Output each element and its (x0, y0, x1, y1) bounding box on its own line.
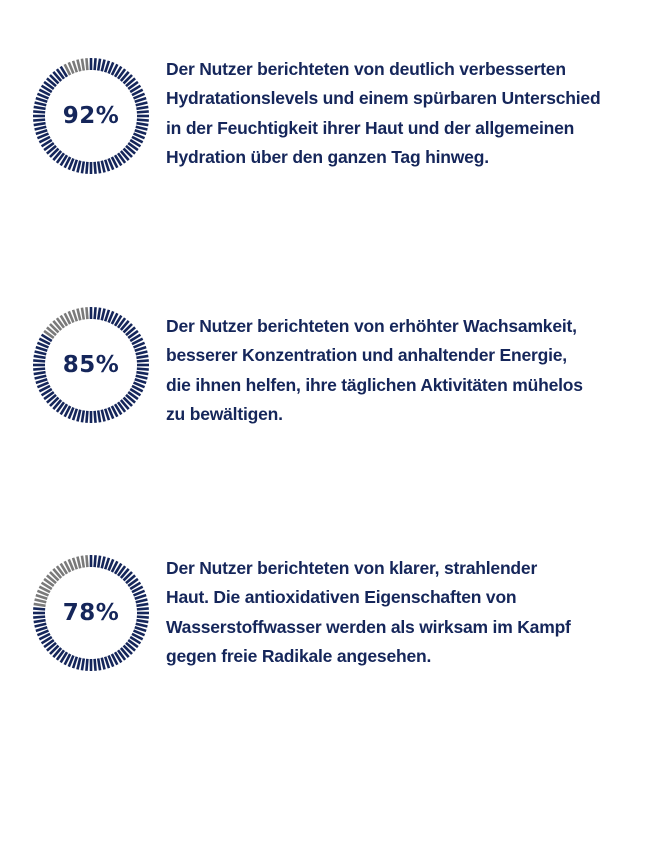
percentage-label: 92% (62, 103, 120, 129)
stat-description: Der Nutzer berichteten von deutlich verbesserten Hydratationslevels und einem spürbaren Unterschied in der Feuchtigkeit ihrer Haut und der allgemeinen Hydration über den ganzen Tag hinweg. (166, 59, 601, 167)
percentage-label: 78% (62, 600, 120, 626)
stat-description: Der Nutzer berichteten von klarer, strahlender Haut. Die antioxidativen Eigenschaften von Wasserstoffwasser werden als wirksam im Kampf gegen freie Radikale angesehen. (166, 558, 571, 666)
progress-ring (32, 306, 150, 424)
progress-ring (32, 57, 150, 175)
stat-description: Der Nutzer berichteten von erhöhter Wachsamkeit, besserer Konzentration und anhaltender Energie, die ihnen helfen, ihre täglichen Aktivitäten mühelos zu bewältigen. (166, 316, 583, 424)
progress-ring (32, 554, 150, 672)
percentage-label: 85% (62, 352, 120, 378)
